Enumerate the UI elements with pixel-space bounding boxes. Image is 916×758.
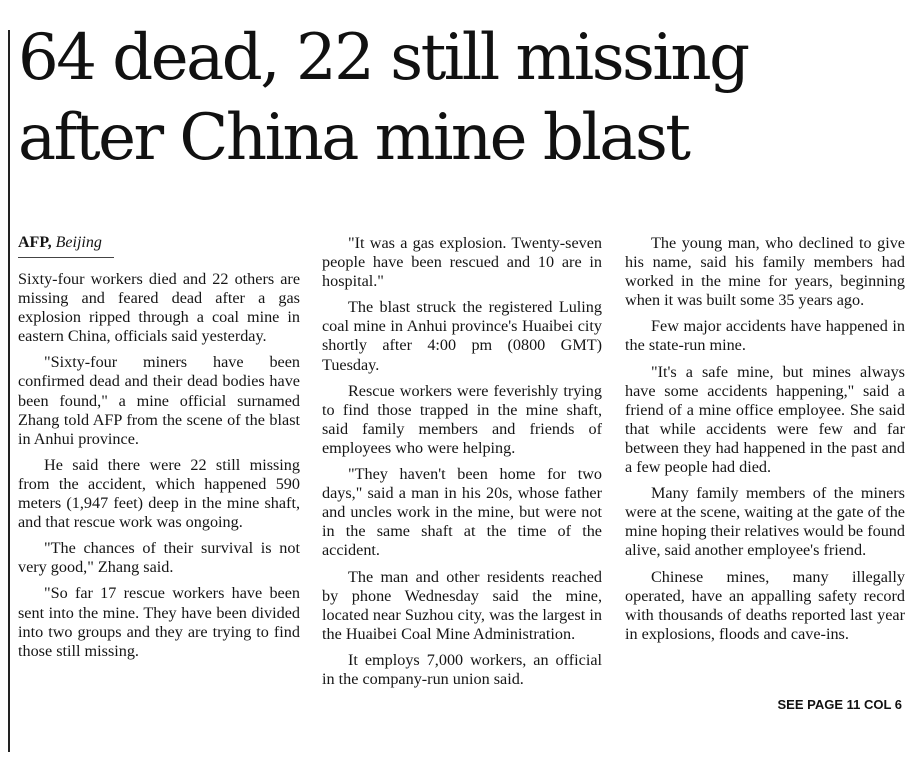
paragraph: He said there were 22 still missing from the accident, which happened 590 meters (1,947 feet) deep in the mine shaft, and that rescue work was ongoing. — [18, 455, 300, 532]
paragraph: Chinese mines, many illegally operated, have an appalling safety record with thousands of deaths reported last year in explosions, floods and cave-ins. — [625, 567, 905, 643]
article-column-3 — [625, 234, 905, 651]
headline-line-1: 64 dead, 22 still missing — [18, 21, 748, 95]
paragraph: Rescue workers were feverishly trying to find those trapped in the mine shaft, said family members and friends of employees who were helping. — [322, 381, 602, 457]
continuation-note: SEE PAGE 11 COL 6 — [777, 697, 902, 712]
paragraph: Few major accidents have happened in the state-run mine. — [625, 317, 905, 355]
paragraph: Many family members of the miners were at the scene, waiting at the gate of the mine hoping their relatives would be found alive, said another employee's friend. — [625, 484, 905, 560]
headline — [18, 18, 908, 178]
byline-agency: AFP, — [18, 234, 52, 251]
paragraph: "Sixty-four miners have been confirmed dead and their dead bodies have been found," a mine official surnamed Zhang told AFP from the scene of the blast in Anhui province. — [18, 353, 300, 448]
headline-line-2: after China mine blast — [18, 101, 689, 175]
paragraph: The young man, who declined to give his name, said his family members had worked in the mine for years, beginning when it was built some 35 years ago. — [625, 234, 905, 310]
column-rule — [8, 30, 10, 752]
paragraph: It employs 7,000 workers, an official in the company-run union said. — [322, 650, 602, 688]
paragraph: Sixty-four workers died and 22 others are missing and feared dead after a gas explosion ripped through a coal mine in eastern China, officials said yesterday. — [18, 270, 300, 346]
paragraph: "It was a gas explosion. Twenty-seven people have been rescued and 10 are in hospital." — [322, 234, 602, 291]
paragraph: "It's a safe mine, but mines always have some accidents happening," said a friend of a mine office employee. She said that while accidents were few and far between they had happened in the past and a few people had died. — [625, 362, 905, 477]
article-column-1 — [18, 234, 300, 668]
article-column-2 — [322, 234, 602, 696]
paragraph: The man and other residents reached by phone Wednesday said the mine, located near Suzhou city, was the largest in the Huaibei Coal Mine Administration. — [322, 567, 602, 643]
byline-city: Beijing — [55, 234, 102, 251]
paragraph: The blast struck the registered Luling coal mine in Anhui province's Huaibei city shortly after 4:00 pm (0800 GMT) Tuesday. — [322, 298, 602, 374]
paragraph: "So far 17 rescue workers have been sent into the mine. They have been divided into two groups and they are trying to find those still missing. — [18, 584, 300, 660]
paragraph: "They haven't been home for two days," said a man in his 20s, whose father and uncles work in the mine, but were not in the same shaft at the time of the accident. — [322, 465, 602, 560]
byline — [18, 234, 114, 258]
paragraph: "The chances of their survival is not very good," Zhang said. — [18, 539, 300, 577]
